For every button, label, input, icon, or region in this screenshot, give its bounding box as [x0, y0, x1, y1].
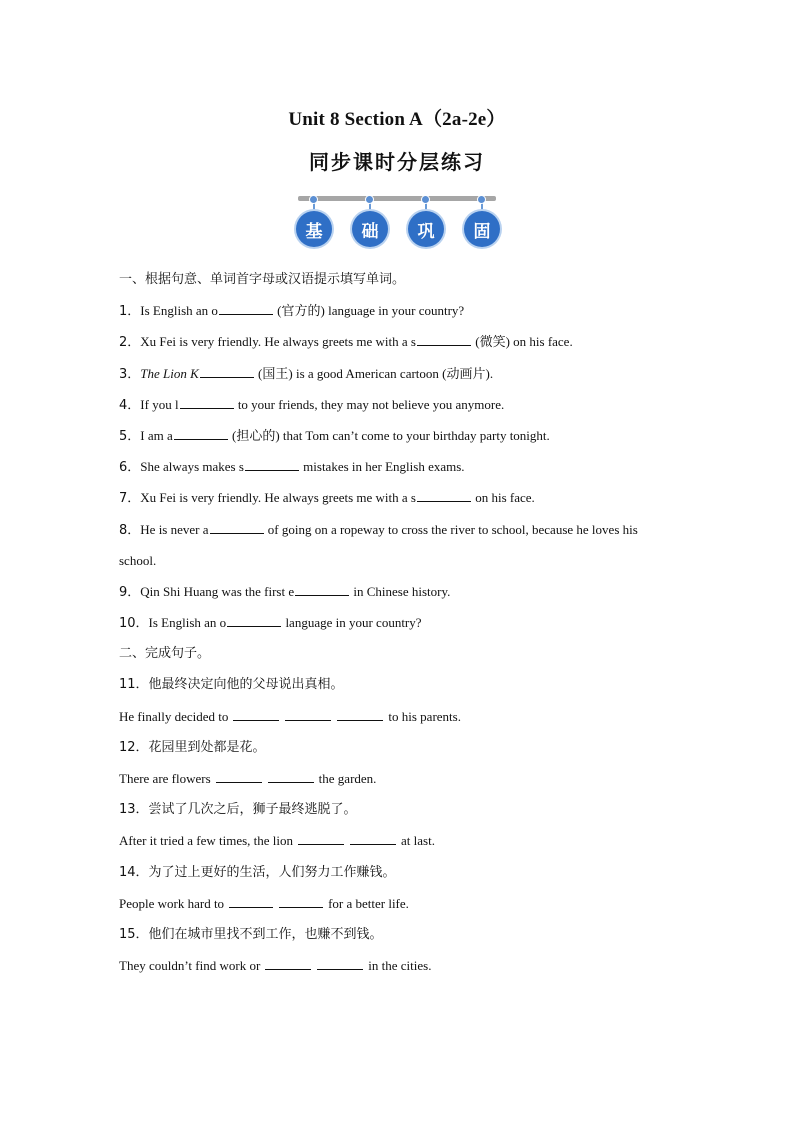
answer-blank[interactable]	[219, 302, 273, 315]
part2-heading: 二、完成句子。	[119, 646, 211, 662]
answer-blank[interactable]	[174, 427, 228, 440]
answer-blank[interactable]	[216, 770, 262, 783]
banner-bar	[298, 196, 496, 201]
question-3: 3．The Lion K (国王) is a good American cartoon (动画片).	[119, 365, 494, 382]
question-7: 7．Xu Fei is very friendly. He always greets me with a s on his face.	[119, 490, 535, 507]
question-15: They couldn’t find work or in the cities.	[119, 958, 432, 974]
answer-blank[interactable]	[227, 614, 281, 627]
question-8: 8．He is never a of going on a ropeway to cross the river to school, because he loves his	[119, 521, 638, 538]
answer-blank[interactable]	[417, 333, 471, 346]
answer-blank[interactable]	[317, 957, 363, 970]
section-banner	[294, 192, 500, 256]
question-4: 4．If you l to your friends, they may not believe you anymore.	[119, 396, 505, 413]
question-2: 2．Xu Fei is very friendly. He always greets me with a s (微笑) on his face.	[119, 334, 573, 351]
answer-blank[interactable]	[285, 708, 331, 721]
answer-blank[interactable]	[295, 583, 349, 596]
question-14-prompt: 14．为了过上更好的生活，人们努力工作赚钱。	[119, 864, 396, 880]
question-5: 5．I am a (担心的) that Tom can’t come to your birthday party tonight.	[119, 427, 550, 444]
banner-dot	[309, 195, 318, 204]
question-8-continued: school.	[119, 552, 157, 568]
answer-blank[interactable]	[245, 458, 299, 471]
answer-blank[interactable]	[298, 832, 344, 845]
answer-blank[interactable]	[265, 957, 311, 970]
answer-blank[interactable]	[233, 708, 279, 721]
answer-blank[interactable]	[337, 708, 383, 721]
worksheet-subtitle: 同步课时分层练习	[309, 150, 485, 174]
worksheet-title: Unit 8 Section A（2a-2e）	[288, 109, 506, 130]
banner-dot	[421, 195, 430, 204]
banner-char: 础	[352, 211, 388, 247]
question-10: 10．Is English an o language in your country?	[119, 615, 422, 632]
question-13-prompt: 13．尝试了几次之后，狮子最终逃脱了。	[119, 802, 357, 818]
answer-blank[interactable]	[180, 396, 234, 409]
banner-char: 基	[296, 211, 332, 247]
question-12-prompt: 12．花园里到处都是花。	[119, 739, 266, 755]
question-15-prompt: 15．他们在城市里找不到工作，也赚不到钱。	[119, 926, 383, 942]
answer-blank[interactable]	[268, 770, 314, 783]
banner-dot	[365, 195, 374, 204]
part1-heading: 一、根据句意、单词首字母或汉语提示填写单词。	[119, 272, 406, 287]
answer-blank[interactable]	[417, 489, 471, 502]
banner-char: 巩	[408, 211, 444, 247]
exercise-content	[119, 264, 679, 981]
question-11: He finally decided to to his parents.	[119, 708, 461, 724]
answer-blank[interactable]	[229, 895, 273, 908]
answer-blank[interactable]	[210, 521, 264, 534]
question-13: After it tried a few times, the lion at last.	[119, 833, 435, 849]
answer-blank[interactable]	[350, 832, 396, 845]
question-1: 1．Is English an o (官方的) language in your country?	[119, 303, 465, 320]
banner-dot	[477, 195, 486, 204]
banner-char: 固	[464, 211, 500, 247]
answer-blank[interactable]	[279, 895, 323, 908]
question-12: There are flowers the garden.	[119, 771, 377, 786]
answer-blank[interactable]	[200, 365, 254, 378]
question-6: 6．She always makes s mistakes in her English exams.	[119, 459, 465, 476]
question-9: 9．Qin Shi Huang was the first e in Chinese history.	[119, 583, 451, 600]
question-11-prompt: 11．他最终决定向他的父母说出真相。	[119, 677, 344, 693]
question-14: People work hard to for a better life.	[119, 895, 409, 911]
